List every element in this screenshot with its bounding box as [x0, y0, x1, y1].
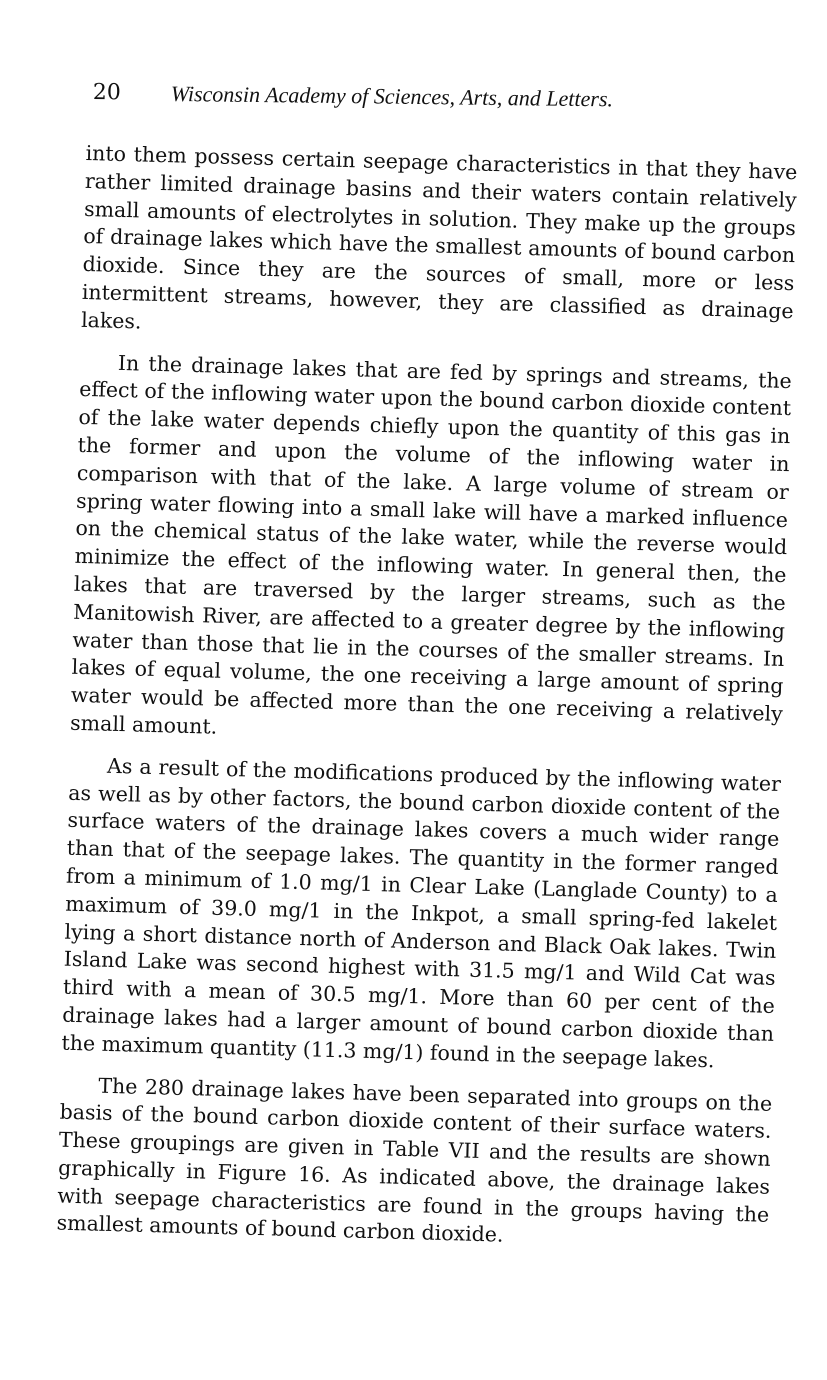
paragraph-modifications: As a result of the modifications produced by the inflowing water as well as by other factors, the bound carbon dioxide content of the surface waters of the drainage lakes covers a much wider range than that of the seepage lakes. The quantity in the former ranged from a minimum of 1.0 mg/1 in Clear Lake (Langlade County) to a maximum of 39.0 mg/1 in the Inkpot, a small spring-fed lakelet lying a short distance north of Anderson and Black Oak lakes. Twin Island Lake was second highest with 31.5 mg/1 and Wild Cat was third with a mean of 30.5 mg/1. More than 60 per cent of the drainage lakes had a larger amount of bound carbon dioxide than the maximum quantity (11.3 mg/1) found in the seepage lakes. [61, 753, 782, 1072]
running-head [93, 80, 773, 124]
page-number: 20 [92, 80, 121, 106]
paragraph-groupings: The 280 drainage lakes have been separated into groups on the basis of the bound carbon dioxide content of their surface waters. These groupings are given in Table VII and the results are shown graphically in Figure 16. As indicated above, the drainage lakes with seepage characteristics are found in the groups having the smallest amounts of bound carbon dioxide. [56, 1073, 773, 1248]
body-text [56, 140, 798, 1271]
journal-title: Wisconsin Academy of Sciences, Arts, and Letters. [170, 80, 614, 112]
paragraph-inflowing-water: In the drainage lakes that are fed by springs and streams, the effect of the inflowing water upon the bound carbon dioxide content of the lake water depends chiefly upon the quantity of this gas in the former and upon the volume of the inflowing water in comparison with that of the lake. A large volume of stream or spring water flowing into a small lake will have a marked influence on the chemical status of the lake water, while the reverse would minimize the effect of the inflowing water. In general then, the lakes that are traversed by the larger streams, such as the Manitowish River, are affected to a greater degree by the inflowing water than those that lie in the courses of the smaller streams. In lakes of equal volume, the one receiving a large amount of spring water would be affected more than the one receiving a relatively small amount. [69, 350, 793, 739]
paragraph-continuation: into them possess certain seepage characteristics in that they have rather limited drainage basins and their waters contain relatively small amounts of electrolytes in solution. They make up the groups of drainage lakes which have the smallest amounts of bound carbon dioxide. Since they are the sources of small, more or less intermittent streams, however, they are classified as drainage lakes. [80, 140, 798, 334]
